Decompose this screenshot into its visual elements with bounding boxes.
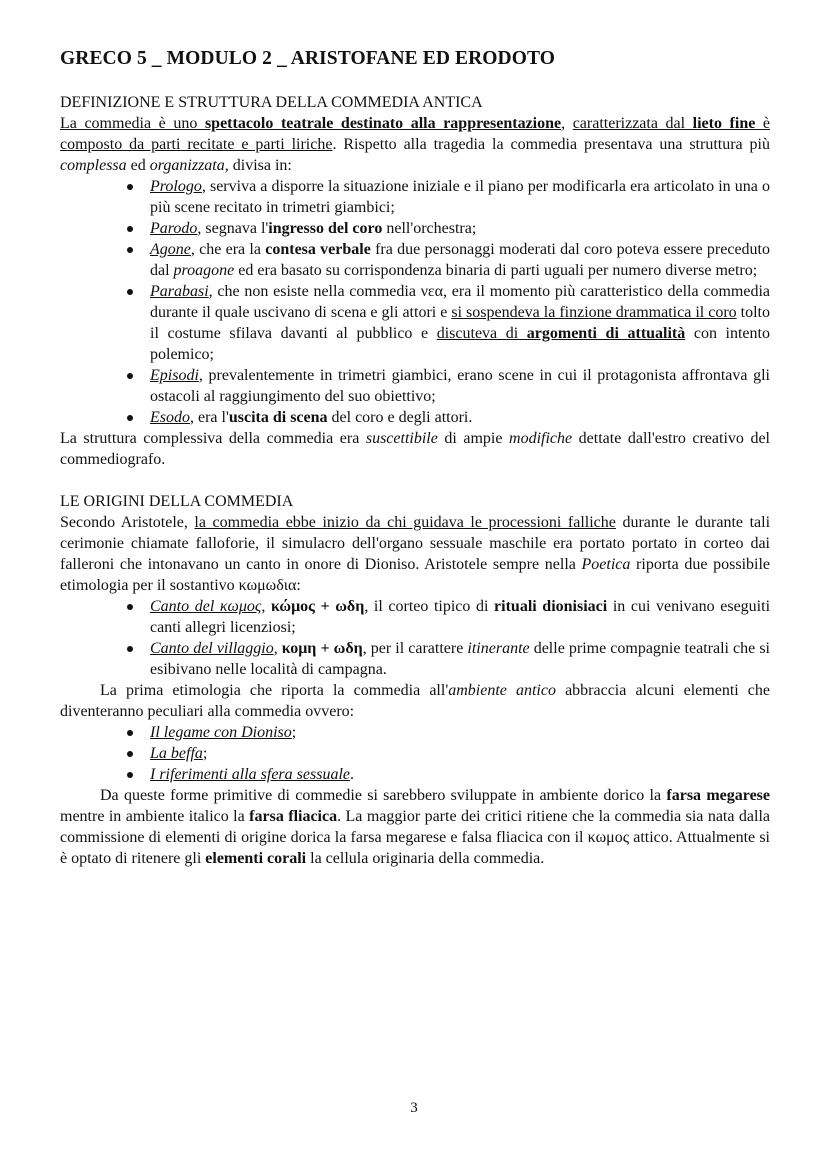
text-run: tolto il costume sfilava davanti al pubblico e (150, 304, 771, 342)
paragraph (60, 680, 770, 722)
text-run: . Rispetto alla tragedia la commedia presentava una struttura più (332, 136, 770, 153)
text-run: contesa verbale (265, 241, 371, 258)
text-run: caratterizzata dal (572, 115, 693, 132)
text-run: proagone (173, 262, 235, 279)
text-run: La struttura complessiva della commedia era (60, 430, 366, 447)
document-page (60, 48, 770, 890)
text-run: la commedia ebbe inizio da chi guidava le processioni falliche (194, 514, 616, 531)
text-run: κομη + ωδη (281, 640, 363, 657)
list-item (150, 176, 770, 218)
text-run: , per il carattere (362, 640, 468, 657)
text-run: Agone (150, 241, 191, 258)
text-run: , serviva a disporre la situazione iniziale e il piano per modificarla era articolato in una o più scene recitato in trimetri giambici; (150, 178, 770, 216)
list-item (150, 596, 770, 638)
text-run: , divisa in: (224, 157, 292, 174)
list-item (150, 218, 770, 239)
text-run: , segnava l' (197, 220, 269, 237)
text-run: Il legame con Dioniso (150, 724, 292, 741)
text-run: spettacolo teatrale destinato alla rappresentazione (204, 115, 562, 132)
list-item (150, 638, 770, 680)
text-run: di ampie (437, 430, 510, 447)
text-run: modifiche (509, 430, 573, 447)
text-run: rituali dionisiaci (494, 598, 608, 615)
list-item (150, 722, 770, 743)
text-run: itinerante (467, 640, 530, 657)
text-run: ; (291, 724, 297, 741)
text-run: La prima etimologia che riporta la commedia all' (100, 682, 449, 699)
text-run: si sospendeva la finzione drammatica il coro (451, 304, 737, 321)
text-run: uscita di scena (228, 409, 328, 426)
text-run: , (273, 640, 282, 657)
list-item (150, 407, 770, 428)
text-run: abbraccia alcuni elementi che diventeranno peculiari alla commedia ovvero: (60, 682, 771, 720)
text-run: dettate dall'estro creativo del commediografo. (60, 430, 770, 468)
bullet-list (60, 722, 770, 785)
text-run: ingresso del coro (268, 220, 383, 237)
section (60, 491, 770, 869)
text-run: Parodo (150, 220, 198, 237)
text-run: , (561, 115, 573, 132)
text-run: durante le durante tali cerimonie chiamate falloforie, il simulacro dell'organo sessuale maschile era portato portato in corteo dai falleroni che intonavano un canto in onore di Dioniso. Aristotele sempre nella (60, 514, 771, 573)
text-run: Canto del villaggio (150, 640, 274, 657)
text-run: , che non esiste nella commedia νεα, era il momento più caratteristico della commedia durante il quale uscivano di scena e gli attori e (150, 283, 770, 321)
text-run: delle prime compagnie teatrali che si esibivano nelle località di campagna. (150, 640, 770, 678)
text-run: ambiente antico (448, 682, 556, 699)
text-run: ed era basato su corrispondenza binaria di parti uguali per numero diverse metro; (234, 262, 758, 279)
text-run: La commedia è uno (60, 115, 205, 132)
text-run: , (261, 598, 271, 615)
text-run: mentre in ambiente italico la (60, 808, 250, 825)
text-run: κώμος + ωδη (270, 598, 365, 615)
list-item (150, 764, 770, 785)
text-run: Secondo Aristotele, (60, 514, 195, 531)
section-heading: DEFINIZIONE E STRUTTURA DELLA COMMEDIA ANTICA (60, 94, 483, 111)
text-run: riporta due possibile etimologia per il sostantivo κωμωδια: (60, 556, 770, 594)
text-run: , prevalentemente in trimetri giambici, erano scene in cui il protagonista affrontava gli ostacoli al raggiungimento del suo obiettivo; (150, 367, 770, 405)
text-run: Parabasi (150, 283, 209, 300)
paragraph (60, 428, 770, 470)
text-run: farsa megarese (666, 787, 771, 804)
bullet-list (60, 596, 770, 680)
text-run: Episodi (150, 367, 199, 384)
document-title: GRECO 5 _ MODULO 2 _ ARISTOFANE ED ERODOTO (60, 48, 556, 69)
text-run: ed (126, 157, 150, 174)
paragraph (60, 113, 770, 176)
text-run: Da queste forme primitive di commedie si sarebbero sviluppate in ambiente dorico la (100, 787, 667, 804)
text-run: Esodo (150, 409, 190, 426)
text-run: elementi corali (205, 850, 307, 867)
list-item (150, 239, 770, 281)
section (60, 92, 770, 470)
text-run: fra due personaggi moderati dal coro poteva essere preceduto dal (150, 241, 770, 279)
text-run: . La maggior parte dei critici ritiene che la commedia sia nata dalla commissione di elementi di origine dorica la farsa megarese e falsa fliacica con il κωμος attico. Attualmente si è optato di ritenere gli (60, 808, 770, 867)
document-body (60, 92, 770, 869)
text-run: la cellula originaria della commedia. (306, 850, 545, 867)
section-heading: LE ORIGINI DELLA COMMEDIA (60, 493, 294, 510)
text-run: Prologo (150, 178, 202, 195)
text-run: . (349, 766, 354, 783)
text-run: I riferimenti alla sfera sessuale (150, 766, 350, 783)
text-run: , il corteo tipico di (364, 598, 495, 615)
text-run: farsa fliacica (249, 808, 338, 825)
text-run: suscettibile (365, 430, 438, 447)
text-run: La beffa (150, 745, 203, 762)
text-run: Poetica (581, 556, 631, 573)
text-run: con intento polemico; (150, 325, 770, 363)
text-run: ; (202, 745, 208, 762)
page-number: 3 (410, 1100, 418, 1116)
paragraph (60, 785, 770, 869)
list-item (150, 365, 770, 407)
text-run: Canto del κωμος (150, 598, 262, 615)
text-run: , che era la (190, 241, 266, 258)
text-run: lieto fine (692, 115, 756, 132)
list-item (150, 743, 770, 764)
list-item (150, 281, 770, 365)
text-run: del coro e degli attori. (327, 409, 473, 426)
text-run: complessa (60, 157, 127, 174)
text-run: , era l' (190, 409, 229, 426)
text-run: nell'orchestra; (382, 220, 477, 237)
text-run: discuteva di (436, 325, 527, 342)
text-run: argomenti di attualità (526, 325, 686, 342)
paragraph (60, 512, 770, 596)
bullet-list (60, 176, 770, 428)
text-run: in cui venivano eseguiti canti allegri licenziosi; (150, 598, 771, 636)
text-run: è composto da parti recitate e parti liriche (60, 115, 771, 153)
text-run: organizzata (149, 157, 225, 174)
